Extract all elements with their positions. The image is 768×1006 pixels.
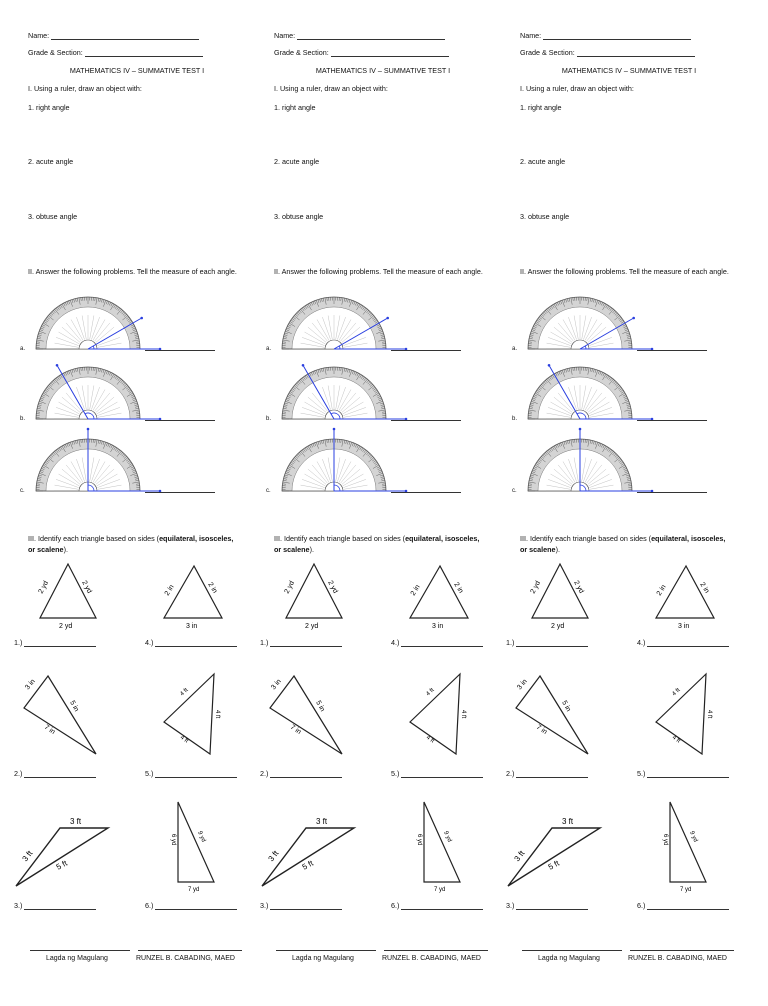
tri5-top-label: 4 ft <box>425 687 436 698</box>
item-6-label: 6.) <box>145 901 237 910</box>
name-label: Name: <box>28 31 50 40</box>
part3-instruction: III. Identify each triangle based on sides (equilateral, isosceles, or scalene). <box>520 534 726 554</box>
tri1-right-label: 2 yd <box>572 579 585 595</box>
name-field <box>520 31 691 40</box>
triangle-3 <box>14 812 114 892</box>
triangle-2 <box>268 672 348 758</box>
tri2-top-label: 3 in <box>270 678 283 692</box>
letter-a: a. <box>512 346 518 352</box>
letter-c: c. <box>512 488 517 494</box>
triangle-2 <box>514 672 594 758</box>
letter-c: c. <box>20 488 25 494</box>
tri3-top-label: 3 ft <box>70 817 82 826</box>
name-field <box>28 31 199 40</box>
name-field <box>274 31 445 40</box>
letter-a: a. <box>20 346 26 352</box>
grade-label: Grade & Section: <box>274 48 329 57</box>
tri5-right-label: 4 ft <box>214 710 220 719</box>
part1-instruction: I. Using a ruler, draw an object with: <box>520 84 634 93</box>
item-1-label: 1.) <box>260 638 342 647</box>
tri2-top-label: 3 in <box>24 678 37 692</box>
answer-line-a[interactable] <box>637 344 707 351</box>
item-1-blank[interactable] <box>516 639 588 647</box>
name-label: Name: <box>520 31 542 40</box>
tri1-bottom-label: 2 yd <box>551 623 565 630</box>
tri3-top-label: 3 ft <box>316 817 328 826</box>
triangle-6 <box>414 800 474 895</box>
item-1-label: 1.) <box>506 638 588 647</box>
parent-signature-label: Lagda ng Magulang <box>538 955 600 962</box>
item-4-blank[interactable] <box>155 639 237 647</box>
tri4-left-label: 2 in <box>655 583 668 598</box>
tri3-diag-label: 5 ft <box>300 858 315 872</box>
parent-signature-label: Lagda ng Magulang <box>292 955 354 962</box>
part3-instruction: III. Identify each triangle based on sides (equilateral, isosceles, or scalene). <box>28 534 234 554</box>
item-3-label: 3.) <box>260 901 342 910</box>
tri4-right-label: 2 in <box>206 581 219 595</box>
letter-a: a. <box>266 346 272 352</box>
tri2-bottom-label: 7 in <box>42 723 57 736</box>
letter-c: c. <box>266 488 271 494</box>
triangle-4 <box>404 560 484 632</box>
tri1-left-label: 2 yd <box>37 579 50 595</box>
letter-b: b. <box>20 416 26 422</box>
item-5-label: 5.) <box>391 769 483 778</box>
item-3-blank[interactable] <box>24 902 96 910</box>
item-2-blank[interactable] <box>270 770 342 778</box>
item-3-label: 3.) <box>14 901 96 910</box>
part1-instruction: I. Using a ruler, draw an object with: <box>274 84 388 93</box>
part2-instruction: II. Answer the following problems. Tell the measure of each angle. <box>520 267 729 276</box>
test-copy-3 <box>506 0 766 1006</box>
item-6-blank[interactable] <box>401 902 483 910</box>
triangle-4 <box>650 560 730 632</box>
tri6-bottom-label: 7 yd <box>188 887 200 893</box>
item-2-label: 2.) <box>506 769 588 778</box>
item-6-label: 6.) <box>637 901 729 910</box>
item-2-label: 2.) <box>260 769 342 778</box>
test-copy-1 <box>14 0 274 1006</box>
answer-line-c[interactable] <box>145 486 215 493</box>
item-6-blank[interactable] <box>155 902 237 910</box>
tri4-right-label: 2 in <box>698 581 711 595</box>
grade-field <box>274 48 449 57</box>
item-5-label: 5.) <box>145 769 237 778</box>
item-4-label: 4.) <box>391 638 483 647</box>
tri4-right-label: 2 in <box>452 581 465 595</box>
triangle-5 <box>654 672 734 758</box>
tri5-bottom-label: 4 ft <box>178 734 190 745</box>
item-6-label: 6.) <box>391 901 483 910</box>
teacher-name: RUNZEL B. CABADING, MAED <box>628 955 727 962</box>
tri3-diag-label: 5 ft <box>546 858 561 872</box>
tri2-right-label: 5 in <box>560 699 572 713</box>
tri1-bottom-label: 2 yd <box>59 623 73 630</box>
part1-item-obtuse: 3. obtuse angle <box>274 212 324 221</box>
tri4-bottom-label: 3 in <box>186 623 198 630</box>
letter-b: b. <box>266 416 272 422</box>
item-3-label: 3.) <box>506 901 588 910</box>
name-blank[interactable] <box>51 32 199 40</box>
triangle-1 <box>520 560 600 632</box>
part1-item-right: 1. right angle <box>274 103 316 112</box>
triangle-1 <box>28 560 108 632</box>
teacher-signature-line <box>630 950 734 951</box>
test-title: MATHEMATICS IV – SUMMATIVE TEST I <box>561 66 697 75</box>
part2-instruction: II. Answer the following problems. Tell the measure of each angle. <box>28 267 237 276</box>
tri4-bottom-label: 3 in <box>432 623 444 630</box>
tri6-diag-label: 9 yd <box>442 830 453 844</box>
tri3-left-label: 3 ft <box>512 848 527 864</box>
tri5-bottom-label: 4 ft <box>424 734 436 745</box>
parent-signature-line[interactable] <box>30 950 130 951</box>
tri6-diag-label: 9 yd <box>688 830 699 844</box>
teacher-signature-line <box>138 950 242 951</box>
tri2-bottom-label: 7 in <box>288 723 303 736</box>
item-4-blank[interactable] <box>647 639 729 647</box>
teacher-signature-line <box>384 950 488 951</box>
tri6-bottom-label: 7 yd <box>434 887 446 893</box>
tri6-left-label: 6 yd <box>170 834 176 846</box>
name-blank[interactable] <box>543 32 691 40</box>
part1-item-right: 1. right angle <box>28 103 70 112</box>
item-3-blank[interactable] <box>270 902 342 910</box>
tri4-bottom-label: 3 in <box>678 623 690 630</box>
tri3-diag-label: 5 ft <box>54 858 69 872</box>
part1-item-acute: 2. acute angle <box>520 157 566 166</box>
part1-instruction: I. Using a ruler, draw an object with: <box>28 84 142 93</box>
triangle-6 <box>168 800 228 895</box>
part2-instruction: II. Answer the following problems. Tell the measure of each angle. <box>274 267 483 276</box>
tri3-left-label: 3 ft <box>20 848 35 864</box>
item-1-blank[interactable] <box>24 639 96 647</box>
part3-instruction: III. Identify each triangle based on sides (equilateral, isosceles, or scalene). <box>274 534 480 554</box>
triangle-3 <box>260 812 360 892</box>
item-2-blank[interactable] <box>516 770 588 778</box>
test-title: MATHEMATICS IV – SUMMATIVE TEST I <box>69 66 205 75</box>
item-5-label: 5.) <box>637 769 729 778</box>
item-4-label: 4.) <box>637 638 729 647</box>
part1-item-acute: 2. acute angle <box>274 157 320 166</box>
tri5-bottom-label: 4 ft <box>670 734 682 745</box>
letter-b: b. <box>512 416 518 422</box>
tri6-left-label: 6 yd <box>662 834 668 846</box>
tri3-left-label: 3 ft <box>266 848 281 864</box>
item-2-label: 2.) <box>14 769 96 778</box>
tri1-right-label: 2 yd <box>80 579 93 595</box>
tri3-top-label: 3 ft <box>562 817 574 826</box>
test-title: MATHEMATICS IV – SUMMATIVE TEST I <box>315 66 451 75</box>
answer-line-c[interactable] <box>391 486 461 493</box>
tri6-left-label: 6 yd <box>416 834 422 846</box>
tri2-right-label: 5 in <box>68 699 80 713</box>
tri5-top-label: 4 ft <box>671 687 682 698</box>
tri2-right-label: 5 in <box>314 699 326 713</box>
item-6-blank[interactable] <box>647 902 729 910</box>
item-5-blank[interactable] <box>155 770 237 778</box>
part1-item-obtuse: 3. obtuse angle <box>520 212 570 221</box>
tri2-bottom-label: 7 in <box>534 723 549 736</box>
tri6-bottom-label: 7 yd <box>680 887 692 893</box>
answer-line-c[interactable] <box>637 486 707 493</box>
part1-item-acute: 2. acute angle <box>28 157 74 166</box>
triangle-3 <box>506 812 606 892</box>
answer-line-b[interactable] <box>145 414 215 421</box>
tri6-diag-label: 9 yd <box>196 830 207 844</box>
tri5-right-label: 4 ft <box>460 710 466 719</box>
grade-blank[interactable] <box>85 49 203 57</box>
name-blank[interactable] <box>297 32 445 40</box>
tri4-left-label: 2 in <box>409 583 422 598</box>
item-1-label: 1.) <box>14 638 96 647</box>
part1-item-right: 1. right angle <box>520 103 562 112</box>
answer-line-b[interactable] <box>637 414 707 421</box>
item-1-blank[interactable] <box>270 639 342 647</box>
teacher-name: RUNZEL B. CABADING, MAED <box>136 955 235 962</box>
parent-signature-line[interactable] <box>276 950 376 951</box>
triangle-5 <box>408 672 488 758</box>
grade-field <box>520 48 695 57</box>
tri5-top-label: 4 ft <box>179 687 190 698</box>
triangle-2 <box>22 672 102 758</box>
item-4-label: 4.) <box>145 638 237 647</box>
answer-line-a[interactable] <box>391 344 461 351</box>
tri1-left-label: 2 yd <box>529 579 542 595</box>
tri2-top-label: 3 in <box>516 678 529 692</box>
teacher-name: RUNZEL B. CABADING, MAED <box>382 955 481 962</box>
tri1-left-label: 2 yd <box>283 579 296 595</box>
tri1-right-label: 2 yd <box>326 579 339 595</box>
answer-line-a[interactable] <box>145 344 215 351</box>
parent-signature-line[interactable] <box>522 950 622 951</box>
parent-signature-label: Lagda ng Magulang <box>46 955 108 962</box>
grade-blank[interactable] <box>577 49 695 57</box>
triangle-1 <box>274 560 354 632</box>
grade-label: Grade & Section: <box>28 48 83 57</box>
triangle-6 <box>660 800 720 895</box>
grade-field <box>28 48 203 57</box>
triangle-5 <box>162 672 242 758</box>
triangle-4 <box>158 560 238 632</box>
answer-line-b[interactable] <box>391 414 461 421</box>
tri5-right-label: 4 ft <box>706 710 712 719</box>
item-5-blank[interactable] <box>401 770 483 778</box>
item-2-blank[interactable] <box>24 770 96 778</box>
part1-item-obtuse: 3. obtuse angle <box>28 212 78 221</box>
grade-blank[interactable] <box>331 49 449 57</box>
tri4-left-label: 2 in <box>163 583 176 598</box>
item-5-blank[interactable] <box>647 770 729 778</box>
name-label: Name: <box>274 31 296 40</box>
tri1-bottom-label: 2 yd <box>305 623 319 630</box>
item-3-blank[interactable] <box>516 902 588 910</box>
grade-label: Grade & Section: <box>520 48 575 57</box>
test-copy-2 <box>260 0 520 1006</box>
item-4-blank[interactable] <box>401 639 483 647</box>
